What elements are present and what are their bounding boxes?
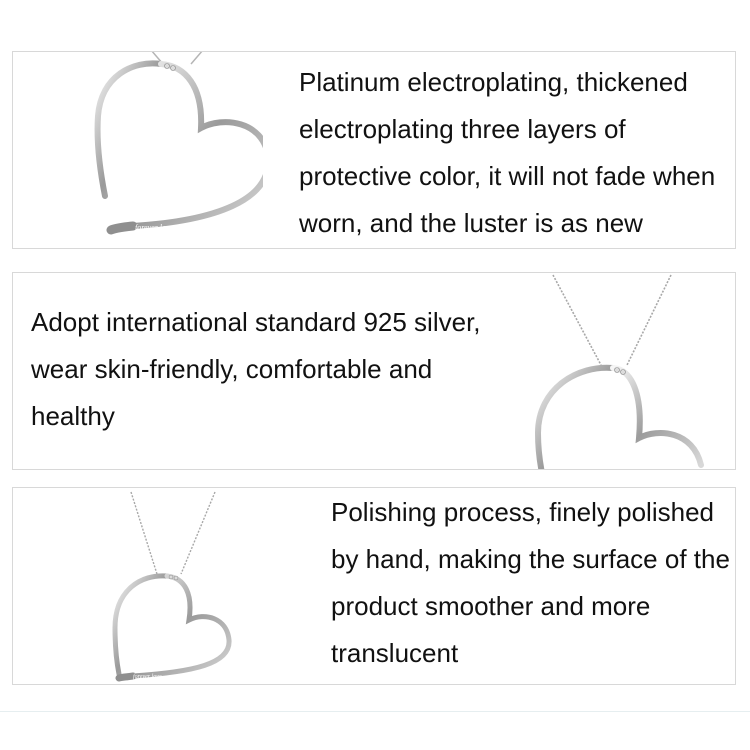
bottom-divider [0, 711, 750, 712]
feature-text-polishing: Polishing process, finely polished by hand, making the surface of the product smoother and more translucent [331, 497, 730, 668]
pendant-engraving: forever love [135, 223, 174, 232]
pendant-engraving: forever love [133, 674, 162, 680]
feature-text-plating: Platinum electroplating, thickened electroplating three layers of protective color, it will not fade when worn, and the luster is as new [299, 67, 716, 238]
heart-pendant-image [63, 51, 263, 246]
feature-text-silver: Adopt international standard 925 silver, wear skin-friendly, comfortable and healthy [31, 307, 481, 431]
feature-panel-polishing [12, 487, 736, 685]
heart-pendant-chain-image [513, 273, 713, 470]
heart-pendant-chain-image [93, 488, 243, 683]
feature-panel-plating [12, 51, 736, 249]
feature-panel-silver [12, 272, 736, 470]
